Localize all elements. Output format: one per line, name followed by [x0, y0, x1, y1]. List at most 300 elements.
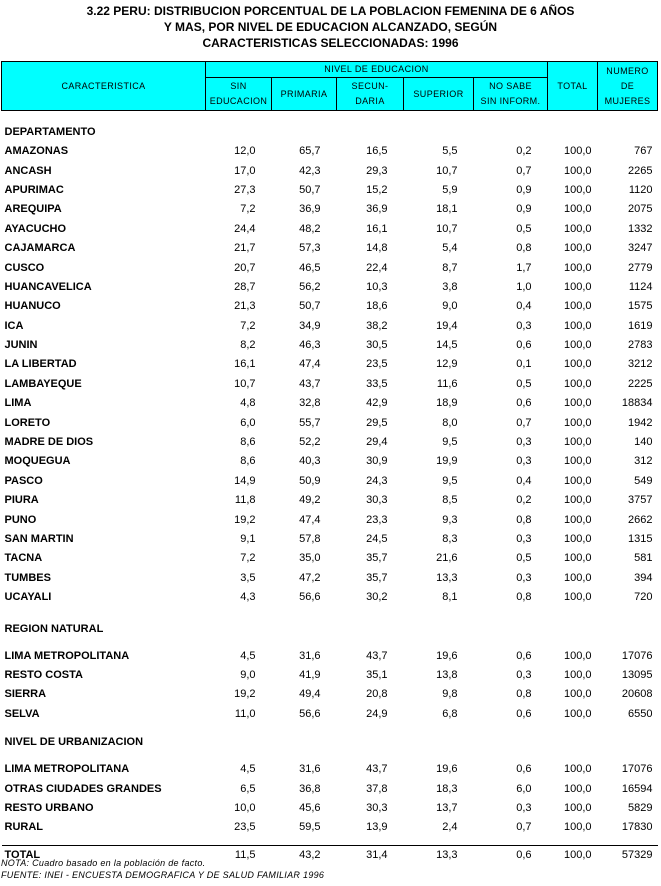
table-row [2, 413, 658, 432]
table-row [2, 704, 658, 723]
cell-superior: 9,5 [442, 474, 458, 487]
cell-total: 100,0 [563, 688, 592, 701]
table-row [2, 568, 658, 587]
cell-superior: 10,7 [436, 164, 458, 177]
cell-secundaria: 29,5 [366, 416, 388, 429]
cell-secundaria: 29,4 [366, 436, 388, 449]
cell-superior: 13,3 [436, 571, 458, 584]
cell-label: TACNA [4, 552, 43, 565]
cell-no-sabe: 0,3 [516, 571, 532, 584]
cell-mujeres: 140 [634, 436, 653, 449]
cell-primaria: 36,9 [299, 203, 321, 216]
cell-secundaria: 38,2 [366, 319, 388, 332]
cell-sin-educacion: 19,2 [234, 513, 256, 526]
cell-no-sabe: 0,7 [516, 416, 532, 429]
cell-mujeres: 312 [634, 455, 653, 468]
table-header [2, 62, 658, 111]
cell-sin-educacion: 7,2 [240, 203, 256, 216]
cell-primaria: 41,9 [299, 668, 321, 681]
cell-primaria: 43,7 [299, 377, 321, 390]
section-title: DEPARTAMENTO [4, 125, 96, 138]
title-line-3: CARACTERISTICAS SELECCIONADAS: 1996 [202, 36, 459, 50]
cell-superior: 19,9 [436, 455, 458, 468]
cell-mujeres: 394 [634, 571, 653, 584]
cell-superior: 19,4 [436, 319, 458, 332]
cell-sin-educacion: 14,9 [234, 474, 256, 487]
cell-total: 100,0 [563, 319, 592, 332]
cell-mujeres: 2662 [628, 513, 653, 526]
cell-no-sabe: 0,6 [516, 649, 532, 662]
cell-sin-educacion: 19,2 [234, 688, 256, 701]
cell-sin-educacion: 6,0 [240, 416, 256, 429]
cell-mujeres: 3247 [628, 242, 653, 255]
header-numero-mujeres [598, 62, 658, 111]
cell-mujeres: 17076 [621, 763, 653, 776]
cell-superior: 9,0 [442, 300, 458, 313]
cell-sin-educacion: 9,0 [240, 668, 256, 681]
table-row [2, 798, 658, 817]
cell-sin-educacion: 28,7 [234, 280, 256, 293]
cell-superior: 2,4 [442, 821, 458, 834]
cell-label: PASCO [4, 474, 43, 487]
cell-total: 100,0 [563, 203, 592, 216]
table-row [2, 277, 658, 296]
cell-total: 100,0 [563, 280, 592, 293]
cell-primaria: 31,6 [299, 649, 321, 662]
cell-primaria: 49,4 [299, 688, 321, 701]
cell-total: 100,0 [563, 571, 592, 584]
cell-sin-educacion: 10,0 [234, 801, 256, 814]
cell-mujeres: 20608 [621, 688, 653, 701]
cell-superior: 8,1 [442, 591, 458, 604]
cell-no-sabe: 0,5 [516, 222, 532, 235]
cell-no-sabe: 0,3 [516, 436, 532, 449]
cell-secundaria: 15,2 [366, 183, 388, 196]
table-row [2, 452, 658, 471]
footnotes [1, 857, 324, 881]
cell-secundaria: 23,3 [366, 513, 388, 526]
cell-label: ANCASH [4, 164, 52, 177]
cell-secundaria: 30,9 [366, 455, 388, 468]
cell-mujeres: 1575 [628, 300, 653, 313]
cell-superior: 5,9 [442, 183, 458, 196]
cell-label: AREQUIPA [4, 203, 62, 216]
cell-superior: 10,7 [436, 222, 458, 235]
cell-label: RESTO COSTA [4, 668, 83, 681]
total-cell-no-sabe: 0,6 [516, 849, 532, 862]
cell-primaria: 46,3 [299, 339, 321, 352]
cell-label: ICA [4, 319, 24, 332]
total-cell-label: TOTAL [4, 849, 41, 862]
cell-primaria: 52,2 [299, 436, 321, 449]
cell-label: SELVA [4, 707, 40, 720]
cell-no-sabe: 0,2 [516, 494, 532, 507]
cell-sin-educacion: 3,5 [240, 571, 256, 584]
cell-sin-educacion: 10,7 [234, 377, 256, 390]
cell-secundaria: 30,5 [366, 339, 388, 352]
table-row [2, 200, 658, 219]
section-header [2, 616, 658, 642]
cell-total: 100,0 [563, 552, 592, 565]
table-row [2, 374, 658, 393]
table-row [2, 549, 658, 568]
header-superior: SUPERIOR [404, 78, 474, 111]
section-title: NIVEL DE URBANIZACION [4, 736, 144, 749]
cell-total: 100,0 [563, 377, 592, 390]
cell-label: LIMA [4, 397, 32, 410]
cell-mujeres: 2779 [628, 261, 653, 274]
table-row [2, 471, 658, 490]
cell-superior: 21,6 [436, 552, 458, 565]
cell-primaria: 50,7 [299, 183, 321, 196]
cell-secundaria: 43,7 [366, 649, 388, 662]
cell-mujeres: 1124 [628, 280, 653, 293]
cell-no-sabe: 0,9 [516, 183, 532, 196]
cell-no-sabe: 0,3 [516, 801, 532, 814]
header-sin-educacion-line-1: SIN [230, 81, 247, 91]
table-row [2, 238, 658, 257]
cell-mujeres: 1315 [628, 533, 653, 545]
cell-superior: 8,5 [442, 494, 458, 507]
header-nivel-educacion: NIVEL DE EDUCACION [206, 62, 548, 78]
cell-sin-educacion: 21,3 [234, 300, 256, 313]
cell-secundaria: 16,1 [366, 222, 388, 235]
cell-total: 100,0 [563, 474, 592, 487]
cell-no-sabe: 0,3 [516, 319, 532, 332]
cell-sin-educacion: 9,1 [240, 533, 256, 545]
cell-mujeres: 13095 [621, 668, 653, 681]
cell-total: 100,0 [563, 436, 592, 449]
cell-total: 100,0 [563, 164, 592, 177]
cell-total: 100,0 [563, 242, 592, 255]
cell-label: LAMBAYEQUE [4, 377, 82, 390]
cell-primaria: 31,6 [299, 763, 321, 776]
cell-superior: 5,4 [442, 242, 458, 255]
cell-no-sabe: 0,8 [516, 513, 532, 526]
cell-superior: 5,5 [442, 145, 458, 158]
cell-sin-educacion: 4,3 [240, 591, 256, 604]
cell-primaria: 40,3 [299, 455, 321, 468]
cell-sin-educacion: 4,8 [240, 397, 256, 410]
cell-superior: 8,7 [442, 261, 458, 274]
source-text: FUENTE: INEI - ENCUESTA DEMOGRAFICA Y DE SALUD FAMILIAR 1996 [1, 870, 325, 880]
cell-primaria: 50,7 [299, 300, 321, 313]
cell-sin-educacion: 4,5 [240, 649, 256, 662]
cell-total: 100,0 [563, 183, 592, 196]
cell-mujeres: 16594 [621, 782, 653, 795]
cell-superior: 9,8 [442, 688, 458, 701]
cell-no-sabe: 0,2 [516, 145, 532, 158]
cell-primaria: 55,7 [299, 416, 321, 429]
cell-mujeres: 1332 [628, 222, 653, 235]
cell-mujeres: 3212 [628, 358, 653, 371]
cell-total: 100,0 [563, 358, 592, 371]
cell-secundaria: 30,2 [366, 591, 388, 604]
cell-secundaria: 20,8 [366, 688, 388, 701]
table-row [2, 646, 658, 665]
table-body [2, 111, 658, 866]
table-row [2, 316, 658, 335]
cell-sin-educacion: 12,0 [234, 145, 256, 158]
cell-mujeres: 581 [634, 552, 653, 565]
cell-no-sabe: 0,8 [516, 591, 532, 604]
cell-no-sabe: 0,4 [516, 474, 532, 487]
table-row [2, 529, 658, 548]
header-secundaria-line-1: SECUN- [351, 81, 389, 91]
cell-label: AMAZONAS [4, 145, 69, 158]
cell-no-sabe: 0,3 [516, 668, 532, 681]
cell-sin-educacion: 17,0 [234, 164, 256, 177]
cell-no-sabe: 0,6 [516, 339, 532, 352]
cell-mujeres: 1942 [628, 416, 653, 429]
table-row [2, 355, 658, 374]
cell-label: RURAL [4, 821, 43, 834]
cell-secundaria: 35,7 [366, 552, 388, 565]
cell-secundaria: 30,3 [366, 494, 388, 507]
cell-sin-educacion: 23,5 [234, 821, 256, 834]
cell-total: 100,0 [563, 782, 592, 795]
cell-label: CAJAMARCA [4, 242, 76, 255]
cell-primaria: 49,2 [299, 494, 321, 507]
cell-total: 100,0 [563, 455, 592, 468]
cell-primaria: 48,2 [299, 222, 321, 235]
cell-secundaria: 43,7 [366, 763, 388, 776]
cell-superior: 13,8 [436, 668, 458, 681]
cell-secundaria: 14,8 [366, 242, 388, 255]
cell-superior: 11,6 [436, 377, 458, 390]
cell-no-sabe: 0,3 [516, 455, 532, 468]
cell-label: SAN MARTIN [4, 533, 74, 545]
table-row [2, 818, 658, 837]
table-row [2, 759, 658, 778]
table-row [2, 587, 658, 606]
header-mujeres-line-1: NUMERO [606, 65, 649, 76]
cell-no-sabe: 0,3 [516, 533, 532, 545]
cell-label: SIERRA [4, 688, 47, 701]
cell-secundaria: 22,4 [366, 261, 388, 274]
cell-label: PIURA [4, 494, 39, 507]
cell-mujeres: 2225 [628, 377, 653, 390]
header-primaria: PRIMARIA [272, 78, 337, 111]
cell-label: LORETO [4, 416, 51, 429]
cell-no-sabe: 0,6 [516, 397, 532, 410]
table-row [2, 394, 658, 413]
cell-primaria: 42,3 [299, 164, 321, 177]
total-cell-mujeres: 57329 [621, 849, 653, 862]
header-caracteristica: CARACTERISTICA [2, 62, 206, 111]
table-row [2, 779, 658, 798]
cell-superior: 18,3 [436, 782, 458, 795]
cell-primaria: 47,4 [299, 358, 321, 371]
cell-mujeres: 1619 [628, 319, 653, 332]
cell-superior: 8,3 [442, 533, 458, 545]
cell-total: 100,0 [563, 513, 592, 526]
cell-secundaria: 36,9 [366, 203, 388, 216]
header-mujeres-line-3: MUJERES [604, 95, 651, 106]
cell-label: MOQUEGUA [4, 455, 71, 468]
table-row [2, 432, 658, 451]
table-row [2, 142, 658, 161]
cell-total: 100,0 [563, 339, 592, 352]
cell-total: 100,0 [563, 821, 592, 834]
cell-label: LA LIBERTAD [4, 358, 77, 371]
cell-no-sabe: 0,4 [516, 300, 532, 313]
cell-label: TUMBES [4, 571, 51, 584]
cell-label: HUANUCO [4, 300, 61, 313]
header-sin-educacion-line-2: EDUCACION [209, 96, 268, 106]
cell-superior: 3,8 [442, 280, 458, 293]
cell-secundaria: 18,6 [366, 300, 388, 313]
cell-secundaria: 37,8 [366, 782, 388, 795]
cell-mujeres: 720 [634, 591, 653, 604]
cell-superior: 18,1 [436, 203, 458, 216]
cell-label: APURIMAC [4, 183, 64, 196]
table-row [2, 491, 658, 510]
cell-label: LIMA METROPOLITANA [4, 763, 130, 776]
cell-mujeres: 5829 [628, 801, 653, 814]
cell-sin-educacion: 11,0 [234, 707, 256, 720]
cell-label: OTRAS CIUDADES GRANDES [4, 782, 162, 795]
cell-no-sabe: 0,7 [516, 164, 532, 177]
cell-sin-educacion: 7,2 [240, 319, 256, 332]
cell-sin-educacion: 20,7 [234, 261, 256, 274]
cell-total: 100,0 [563, 261, 592, 274]
cell-sin-educacion: 6,5 [240, 782, 256, 795]
cell-label: HUANCAVELICA [4, 280, 92, 293]
table-row [2, 665, 658, 684]
cell-no-sabe: 0,6 [516, 763, 532, 776]
header-no-sabe [474, 78, 548, 111]
cell-superior: 8,0 [442, 416, 458, 429]
cell-secundaria: 42,9 [366, 397, 388, 410]
cell-primaria: 32,8 [299, 397, 321, 410]
cell-mujeres: 6550 [628, 707, 653, 720]
table-title [0, 3, 661, 51]
cell-no-sabe: 0,7 [516, 821, 532, 834]
cell-total: 100,0 [563, 763, 592, 776]
cell-primaria: 36,8 [299, 782, 321, 795]
section-title: REGION NATURAL [4, 622, 104, 635]
cell-primaria: 65,7 [299, 145, 321, 158]
cell-no-sabe: 1,7 [516, 261, 532, 274]
cell-sin-educacion: 8,2 [240, 339, 256, 352]
cell-primaria: 45,6 [299, 801, 321, 814]
cell-primaria: 46,5 [299, 261, 321, 274]
cell-total: 100,0 [563, 222, 592, 235]
cell-no-sabe: 0,1 [516, 358, 532, 371]
header-secundaria-line-2: DARIA [355, 96, 385, 106]
header-secundaria [337, 78, 404, 111]
cell-no-sabe: 0,5 [516, 377, 532, 390]
cell-label: CUSCO [4, 261, 45, 274]
cell-mujeres: 2265 [628, 164, 653, 177]
total-cell-secundaria: 31,4 [366, 849, 388, 862]
cell-secundaria: 35,7 [366, 571, 388, 584]
cell-secundaria: 13,9 [366, 821, 388, 834]
cell-mujeres: 17830 [621, 821, 653, 834]
cell-secundaria: 24,5 [366, 533, 388, 545]
cell-secundaria: 24,3 [366, 474, 388, 487]
cell-total: 100,0 [563, 801, 592, 814]
cell-label: UCAYALI [4, 591, 52, 604]
total-cell-total: 100,0 [563, 849, 592, 862]
cell-primaria: 56,6 [299, 591, 321, 604]
cell-mujeres: 2075 [628, 203, 653, 216]
note-text: NOTA: Cuadro basado en la población de facto. [1, 858, 206, 868]
table-row [2, 180, 658, 199]
cell-superior: 18,9 [436, 397, 458, 410]
cell-mujeres: 1120 [628, 183, 653, 196]
cell-label: MADRE DE DIOS [4, 436, 94, 449]
cell-secundaria: 24,9 [366, 707, 388, 720]
table-row [2, 161, 658, 180]
cell-secundaria: 29,3 [366, 164, 388, 177]
cell-primaria: 34,9 [299, 319, 321, 332]
cell-total: 100,0 [563, 416, 592, 429]
cell-primaria: 50,9 [299, 474, 321, 487]
section-header [2, 729, 658, 755]
title-line-2: Y MAS, POR NIVEL DE EDUCACION ALCANZADO, SEGÚN [163, 20, 498, 34]
cell-primaria: 57,8 [299, 533, 321, 545]
cell-sin-educacion: 27,3 [234, 183, 256, 196]
cell-sin-educacion: 16,1 [234, 358, 256, 371]
cell-no-sabe: 0,5 [516, 552, 532, 565]
cell-primaria: 47,2 [299, 571, 321, 584]
cell-superior: 9,3 [442, 513, 458, 526]
cell-sin-educacion: 21,7 [234, 242, 256, 255]
cell-total: 100,0 [563, 397, 592, 410]
cell-label: PUNO [4, 513, 37, 526]
cell-primaria: 56,6 [299, 707, 321, 720]
cell-mujeres: 2783 [628, 339, 653, 352]
cell-primaria: 57,3 [299, 242, 321, 255]
cell-secundaria: 16,5 [366, 145, 388, 158]
table-row [2, 335, 658, 354]
table-row [2, 510, 658, 529]
cell-superior: 6,8 [442, 707, 458, 720]
table-row [2, 219, 658, 238]
total-cell-superior: 13,3 [436, 849, 458, 862]
header-no-sabe-line-2: SIN INFORM. [480, 96, 541, 106]
table-row [2, 258, 658, 277]
education-table [1, 61, 658, 865]
cell-no-sabe: 0,8 [516, 242, 532, 255]
cell-total: 100,0 [563, 591, 592, 604]
cell-total: 100,0 [563, 494, 592, 507]
cell-superior: 12,9 [436, 358, 458, 371]
cell-sin-educacion: 8,6 [240, 436, 256, 449]
header-total: TOTAL [548, 62, 598, 111]
cell-primaria: 59,5 [299, 821, 321, 834]
cell-mujeres: 549 [634, 474, 653, 487]
cell-primaria: 47,4 [299, 513, 321, 526]
cell-total: 100,0 [563, 707, 592, 720]
cell-no-sabe: 0,9 [516, 203, 532, 216]
cell-primaria: 35,0 [299, 552, 321, 565]
header-sin-educacion [206, 78, 272, 111]
cell-no-sabe: 0,8 [516, 688, 532, 701]
cell-label: JUNIN [4, 339, 38, 352]
cell-sin-educacion: 7,2 [240, 552, 256, 565]
section-header [2, 111, 658, 142]
cell-superior: 19,6 [436, 763, 458, 776]
cell-mujeres: 17076 [621, 649, 653, 662]
cell-superior: 19,6 [436, 649, 458, 662]
cell-sin-educacion: 4,5 [240, 763, 256, 776]
cell-mujeres: 3757 [628, 494, 653, 507]
title-line-1: 3.22 PERU: DISTRIBUCION PORCENTUAL DE LA POBLACION FEMENINA DE 6 AÑOS [86, 4, 575, 18]
cell-sin-educacion: 24,4 [234, 222, 256, 235]
